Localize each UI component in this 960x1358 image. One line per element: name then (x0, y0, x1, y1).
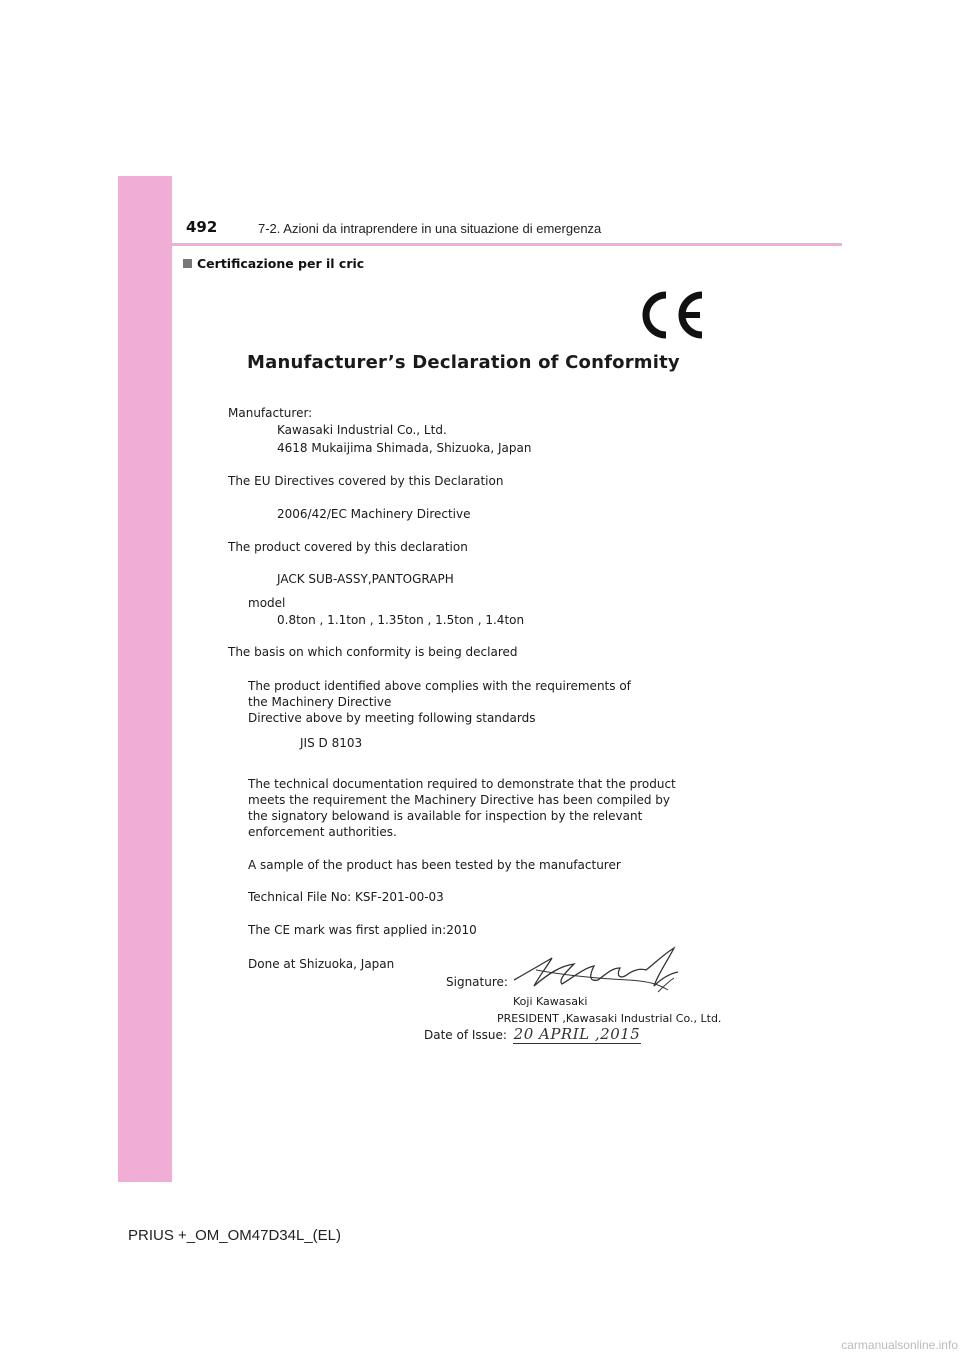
ce-mark-icon (636, 289, 710, 341)
issue-date-label: Date of Issue: (424, 1028, 507, 1042)
directive: 2006/42/EC Machinery Directive (277, 507, 471, 521)
basis-line: The product identified above complies with the requirements of (248, 679, 631, 693)
technical-file: Technical File No: KSF-201-00-03 (248, 890, 444, 904)
documentation-line: the signatory belowand is available for inspection by the relevant (248, 809, 643, 823)
directives-heading: The EU Directives covered by this Declaration (228, 474, 504, 488)
page-number: 492 (186, 218, 218, 236)
product-name: JACK SUB-ASSY,PANTOGRAPH (277, 572, 454, 586)
square-bullet-icon (183, 259, 192, 268)
model-list: 0.8ton , 1.1ton , 1.35ton , 1.5ton , 1.4ton (277, 613, 525, 627)
manufacturer-label: Manufacturer: (228, 406, 313, 420)
signer-title: PRESIDENT ,Kawasaki Industrial Co., Ltd. (497, 1012, 722, 1025)
footer-code: PRIUS +_OM_OM47D34L_(EL) (128, 1227, 342, 1244)
issue-date: 20 APRIL ,2015 (513, 1025, 641, 1043)
side-tab-bar (118, 176, 172, 1182)
standard: JIS D 8103 (300, 736, 363, 750)
basis-heading: The basis on which conformity is being declared (228, 645, 518, 659)
header-rule (172, 243, 842, 246)
signer-name: Koji Kawasaki (513, 995, 588, 1008)
watermark: carmanualsonline.info (841, 1338, 958, 1352)
signature-label: Signature: (446, 975, 508, 989)
section-heading-text: Certificazione per il cric (197, 256, 365, 271)
documentation-line: meets the requirement the Machinery Directive has been compiled by (248, 793, 671, 807)
ce-first-applied: The CE mark was first applied in:2010 (248, 923, 477, 937)
section-heading (183, 256, 364, 271)
documentation-line: The technical documentation required to demonstrate that the product (248, 777, 676, 791)
manufacturer-address: 4618 Mukaijima Shimada, Shizuoka, Japan (277, 441, 532, 455)
declaration-title: Manufacturer’s Declaration of Conformity (247, 352, 680, 373)
documentation-line: enforcement authorities. (248, 825, 397, 839)
model-label: model (248, 596, 286, 610)
basis-line: Directive above by meeting following standards (248, 711, 536, 725)
product-heading: The product covered by this declaration (228, 540, 468, 554)
manufacturer-name: Kawasaki Industrial Co., Ltd. (277, 423, 447, 437)
done-at: Done at Shizuoka, Japan (248, 957, 395, 971)
chapter-title: 7-2. Azioni da intraprendere in una situazione di emergenza (258, 221, 602, 236)
handwritten-signature (508, 944, 686, 1002)
sample-statement: A sample of the product has been tested by the manufacturer (248, 858, 621, 872)
basis-line: the Machinery Directive (248, 695, 392, 709)
